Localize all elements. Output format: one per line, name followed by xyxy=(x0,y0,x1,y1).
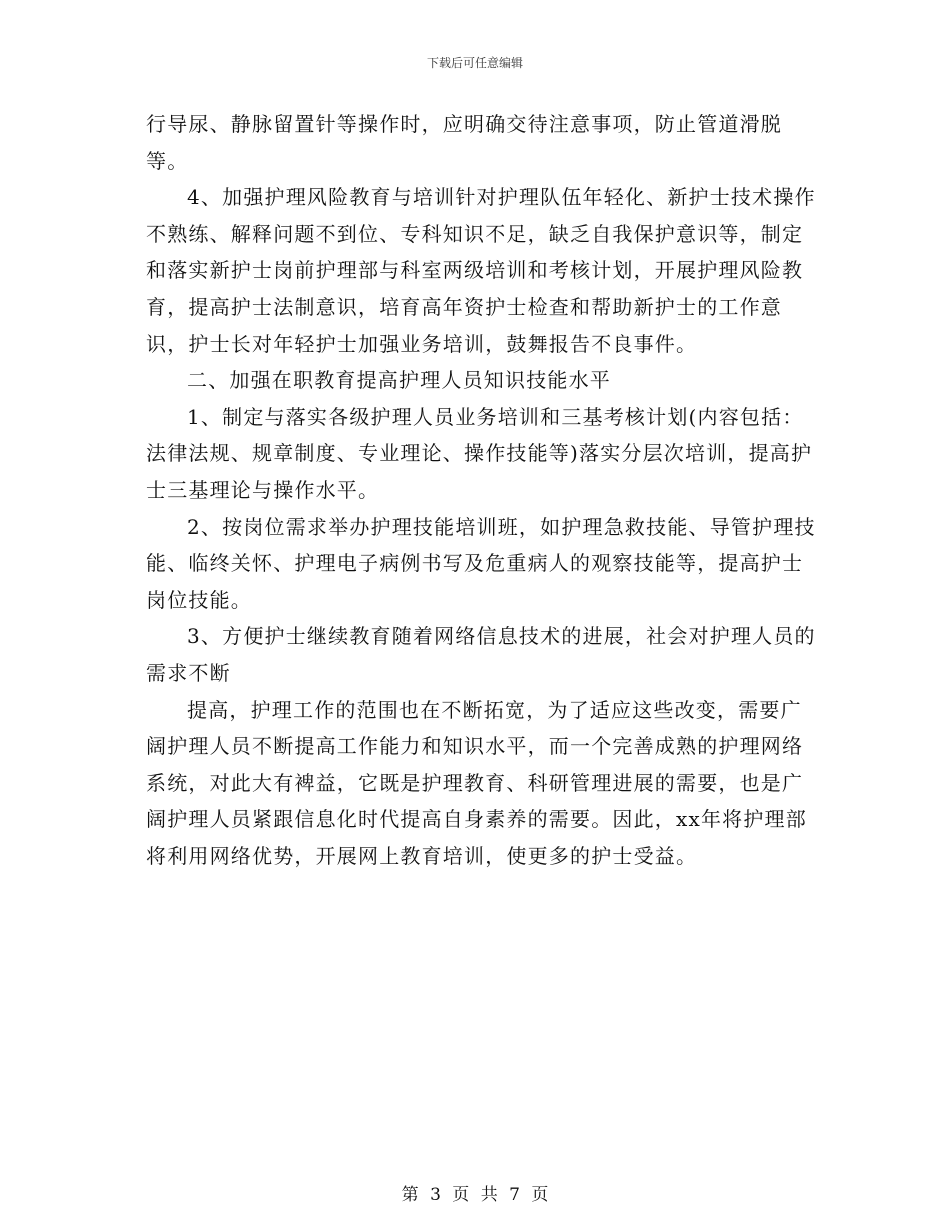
page-header: 下载后可任意编辑 xyxy=(426,56,523,70)
page-footer: 第 3 页 共 7 页 xyxy=(401,1185,549,1205)
paragraph-2: 4、加强护理风险教育与培训针对护理队伍年轻化、新护士技术操作不熟练、解释问题不到位、专科知识不足，缺乏自我保护意识等，制定和落实新护士岗前护理部与科室两级培训和考核计划，开展护理风险教育，提高护士法制意识，培育高年资护士检查和帮助新护士的工作意识，护士长对年轻护士加强业务培训，鼓舞报告不良事件。 xyxy=(146,185,816,356)
paragraph-3: 1、制定与落实各级护理人员业务培训和三基考核计划(内容包括：法律法规、规章制度、专业理论、操作技能等)落实分层次培训，提高护士三基理论与操作水平。 xyxy=(146,404,813,502)
section-heading: 二、加强在职教育提高护理人员知识技能水平 xyxy=(187,368,611,393)
paragraph-5: 3、方便护士继续教育随着网络信息技术的进展，社会对护理人员的需求不断 xyxy=(146,624,816,685)
paragraph-6: 提高，护理工作的范围也在不断拓宽，为了适应这些改变，需要广阔护理人员不断提高工作能力和知识水平，而一个完善成熟的护理网络系统，对此大有裨益，它既是护理教育、科研管理进展的需要，也是广阔护理人员紧跟信息化时代提高自身素养的需要。因此，xx年将护理部将利用网络优势，开展网上教育培训，使更多的护士受益。 xyxy=(146,697,807,868)
document-body xyxy=(146,106,818,874)
paragraph-4: 2、按岗位需求举办护理技能培训班，如护理急救技能、导管护理技能、临终关怀、护理电子病例书写及危重病人的观察技能等，提高护士岗位技能。 xyxy=(146,514,816,612)
paragraph-1: 行导尿、静脉留置针等操作时，应明确交待注意事项，防止管道滑脱等。 xyxy=(146,112,782,173)
